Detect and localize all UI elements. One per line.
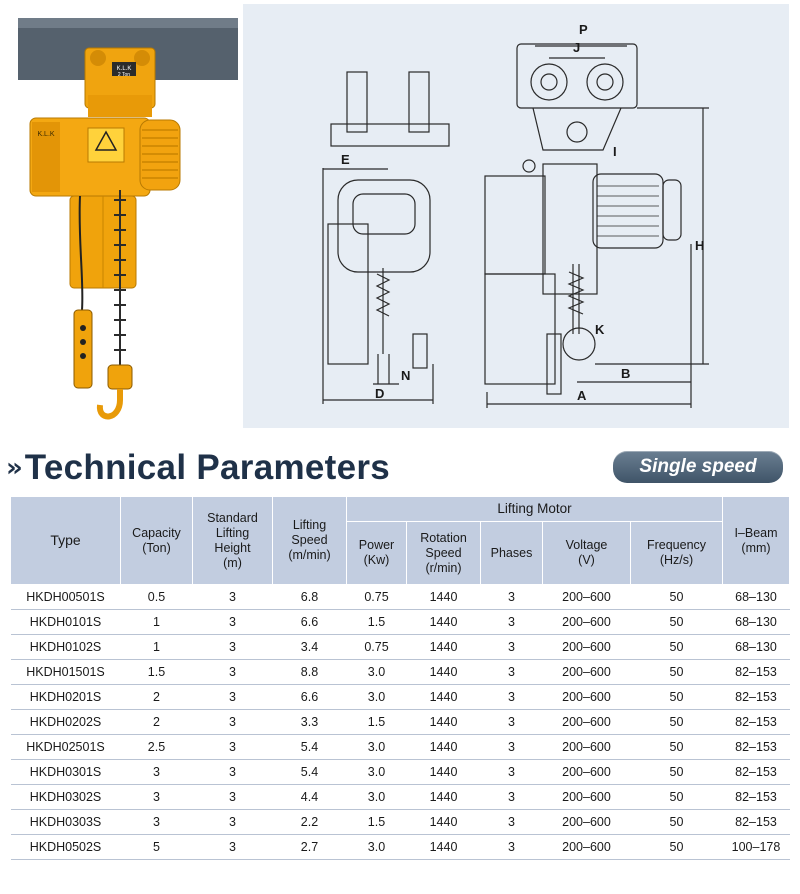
cell-ibeam: 100–178 bbox=[723, 835, 790, 860]
cell-voltage: 200–600 bbox=[543, 785, 631, 810]
cell-capacity: 1 bbox=[121, 610, 193, 635]
cell-power: 1.5 bbox=[347, 710, 407, 735]
table-row bbox=[11, 660, 790, 685]
header-type: Type bbox=[11, 497, 121, 585]
dim-label-a: A bbox=[577, 388, 587, 403]
cell-voltage: 200–600 bbox=[543, 685, 631, 710]
cell-frequency: 50 bbox=[631, 785, 723, 810]
section-heading bbox=[6, 448, 390, 488]
cell-lifting-speed: 5.4 bbox=[273, 760, 347, 785]
cell-lifting-height: 3 bbox=[193, 810, 273, 835]
cell-capacity: 2 bbox=[121, 710, 193, 735]
cell-lifting-speed: 3.3 bbox=[273, 710, 347, 735]
cell-phases: 3 bbox=[481, 735, 543, 760]
cell-ibeam: 82–153 bbox=[723, 685, 790, 710]
cell-type: HKDH0202S bbox=[11, 710, 121, 735]
cell-type: HKDH0201S bbox=[11, 685, 121, 710]
cell-lifting-speed: 8.8 bbox=[273, 660, 347, 685]
hoist-illustration bbox=[0, 0, 238, 428]
cell-phases: 3 bbox=[481, 835, 543, 860]
cell-ibeam: 82–153 bbox=[723, 810, 790, 835]
cell-power: 3.0 bbox=[347, 785, 407, 810]
section-title: Technical Parameters bbox=[24, 448, 391, 487]
cell-type: HKDH0303S bbox=[11, 810, 121, 835]
cell-frequency: 50 bbox=[631, 710, 723, 735]
speed-badge bbox=[613, 451, 783, 483]
cell-rotation-speed: 1440 bbox=[407, 635, 481, 660]
cell-capacity: 1.5 bbox=[121, 660, 193, 685]
parameters-table bbox=[10, 496, 790, 860]
cell-power: 1.5 bbox=[347, 610, 407, 635]
cell-type: HKDH0101S bbox=[11, 610, 121, 635]
cell-lifting-speed: 6.6 bbox=[273, 610, 347, 635]
cell-lifting-height: 3 bbox=[193, 760, 273, 785]
hook-block bbox=[108, 365, 132, 389]
cell-phases: 3 bbox=[481, 710, 543, 735]
header-lifting-height: Standard Lifting Height (m) bbox=[193, 497, 273, 585]
dim-label-k: K bbox=[595, 322, 605, 337]
hoist-brand-label: K.L.K bbox=[37, 131, 55, 138]
product-photo bbox=[0, 0, 238, 428]
cell-rotation-speed: 1440 bbox=[407, 610, 481, 635]
cell-ibeam: 82–153 bbox=[723, 785, 790, 810]
cell-lifting-height: 3 bbox=[193, 835, 273, 860]
cell-rotation-speed: 1440 bbox=[407, 785, 481, 810]
dim-label-d: D bbox=[375, 386, 385, 401]
header-capacity: Capacity (Ton) bbox=[121, 497, 193, 585]
cell-power: 3.0 bbox=[347, 735, 407, 760]
cell-type: HKDH02501S bbox=[11, 735, 121, 760]
cell-rotation-speed: 1440 bbox=[407, 685, 481, 710]
table-row bbox=[11, 835, 790, 860]
cell-voltage: 200–600 bbox=[543, 635, 631, 660]
cell-frequency: 50 bbox=[631, 635, 723, 660]
cell-frequency: 50 bbox=[631, 735, 723, 760]
cell-frequency: 50 bbox=[631, 685, 723, 710]
cell-capacity: 2.5 bbox=[121, 735, 193, 760]
cell-power: 3.0 bbox=[347, 760, 407, 785]
cell-voltage: 200–600 bbox=[543, 760, 631, 785]
header-phases: Phases bbox=[481, 522, 543, 585]
header-frequency: Frequency (Hz/s) bbox=[631, 522, 723, 585]
cell-capacity: 5 bbox=[121, 835, 193, 860]
cell-frequency: 50 bbox=[631, 760, 723, 785]
cell-power: 3.0 bbox=[347, 685, 407, 710]
double-chevron-icon: » bbox=[6, 453, 17, 483]
dim-label-h: H bbox=[695, 238, 705, 253]
cell-rotation-speed: 1440 bbox=[407, 760, 481, 785]
cell-ibeam: 82–153 bbox=[723, 735, 790, 760]
table-row bbox=[11, 685, 790, 710]
cell-lifting-height: 3 bbox=[193, 610, 273, 635]
cell-lifting-speed: 3.4 bbox=[273, 635, 347, 660]
cell-lifting-height: 3 bbox=[193, 735, 273, 760]
cell-phases: 3 bbox=[481, 685, 543, 710]
cell-rotation-speed: 1440 bbox=[407, 735, 481, 760]
dim-label-e: E bbox=[341, 152, 350, 167]
dim-label-n: N bbox=[401, 368, 411, 383]
dim-label-i: I bbox=[613, 144, 617, 159]
cell-lifting-height: 3 bbox=[193, 635, 273, 660]
cell-rotation-speed: 1440 bbox=[407, 710, 481, 735]
dimension-diagram bbox=[243, 4, 789, 428]
header-voltage: Voltage (V) bbox=[543, 522, 631, 585]
cell-phases: 3 bbox=[481, 785, 543, 810]
table-row bbox=[11, 735, 790, 760]
cell-phases: 3 bbox=[481, 610, 543, 635]
cell-phases: 3 bbox=[481, 585, 543, 610]
cell-capacity: 3 bbox=[121, 760, 193, 785]
table-row bbox=[11, 585, 790, 610]
cell-voltage: 200–600 bbox=[543, 735, 631, 760]
cell-rotation-speed: 1440 bbox=[407, 585, 481, 610]
nameplate-brand: K.L.K bbox=[116, 66, 132, 72]
cell-lifting-height: 3 bbox=[193, 710, 273, 735]
cell-frequency: 50 bbox=[631, 660, 723, 685]
cell-ibeam: 82–153 bbox=[723, 710, 790, 735]
cell-capacity: 2 bbox=[121, 685, 193, 710]
cell-lifting-height: 3 bbox=[193, 685, 273, 710]
cell-lifting-height: 3 bbox=[193, 585, 273, 610]
cell-voltage: 200–600 bbox=[543, 610, 631, 635]
cell-ibeam: 82–153 bbox=[723, 660, 790, 685]
cell-voltage: 200–600 bbox=[543, 835, 631, 860]
cell-lifting-height: 3 bbox=[193, 660, 273, 685]
cell-capacity: 1 bbox=[121, 635, 193, 660]
cell-type: HKDH00501S bbox=[11, 585, 121, 610]
header-rotation-speed: Rotation Speed (r/min) bbox=[407, 522, 481, 585]
cell-type: HKDH0102S bbox=[11, 635, 121, 660]
cell-capacity: 3 bbox=[121, 785, 193, 810]
table-row bbox=[11, 635, 790, 660]
header-power: Power (Kw) bbox=[347, 522, 407, 585]
cell-ibeam: 68–130 bbox=[723, 635, 790, 660]
cell-frequency: 50 bbox=[631, 610, 723, 635]
cell-phases: 3 bbox=[481, 635, 543, 660]
cell-type: HKDH0302S bbox=[11, 785, 121, 810]
cell-voltage: 200–600 bbox=[543, 710, 631, 735]
table-row bbox=[11, 610, 790, 635]
cell-lifting-height: 3 bbox=[193, 785, 273, 810]
nameplate-capacity: 2 Ton bbox=[117, 72, 131, 78]
header-ibeam: I–Beam (mm) bbox=[723, 497, 790, 585]
cell-frequency: 50 bbox=[631, 585, 723, 610]
cell-power: 0.75 bbox=[347, 635, 407, 660]
cell-power: 0.75 bbox=[347, 585, 407, 610]
cell-lifting-speed: 2.7 bbox=[273, 835, 347, 860]
cell-rotation-speed: 1440 bbox=[407, 835, 481, 860]
cell-type: HKDH01501S bbox=[11, 660, 121, 685]
dim-label-b: B bbox=[621, 366, 631, 381]
header-lifting-motor: Lifting Motor bbox=[347, 497, 723, 522]
cell-rotation-speed: 1440 bbox=[407, 660, 481, 685]
cell-ibeam: 68–130 bbox=[723, 585, 790, 610]
cell-power: 1.5 bbox=[347, 810, 407, 835]
table-row bbox=[11, 710, 790, 735]
cell-phases: 3 bbox=[481, 760, 543, 785]
cell-capacity: 3 bbox=[121, 810, 193, 835]
cell-phases: 3 bbox=[481, 660, 543, 685]
cell-voltage: 200–600 bbox=[543, 585, 631, 610]
speed-badge-label: Single speed bbox=[639, 456, 757, 477]
cell-rotation-speed: 1440 bbox=[407, 810, 481, 835]
cell-lifting-speed: 6.8 bbox=[273, 585, 347, 610]
cell-voltage: 200–600 bbox=[543, 810, 631, 835]
diagram-drawing bbox=[243, 4, 789, 428]
cell-type: HKDH0301S bbox=[11, 760, 121, 785]
table-row bbox=[11, 785, 790, 810]
cell-lifting-speed: 5.4 bbox=[273, 735, 347, 760]
cell-voltage: 200–600 bbox=[543, 660, 631, 685]
cell-frequency: 50 bbox=[631, 835, 723, 860]
cell-lifting-speed: 2.2 bbox=[273, 810, 347, 835]
cell-lifting-speed: 4.4 bbox=[273, 785, 347, 810]
cell-capacity: 0.5 bbox=[121, 585, 193, 610]
cell-phases: 3 bbox=[481, 810, 543, 835]
dim-label-j: J bbox=[573, 40, 581, 55]
cell-lifting-speed: 6.6 bbox=[273, 685, 347, 710]
cell-frequency: 50 bbox=[631, 810, 723, 835]
cell-power: 3.0 bbox=[347, 835, 407, 860]
cell-ibeam: 68–130 bbox=[723, 610, 790, 635]
table-row bbox=[11, 760, 790, 785]
dim-label-p: P bbox=[579, 22, 588, 37]
header-lifting-speed: Lifting Speed (m/min) bbox=[273, 497, 347, 585]
pendant-control bbox=[74, 310, 92, 388]
cell-type: HKDH0502S bbox=[11, 835, 121, 860]
hook bbox=[100, 389, 120, 416]
cell-ibeam: 82–153 bbox=[723, 760, 790, 785]
table-row bbox=[11, 810, 790, 835]
cell-power: 3.0 bbox=[347, 660, 407, 685]
